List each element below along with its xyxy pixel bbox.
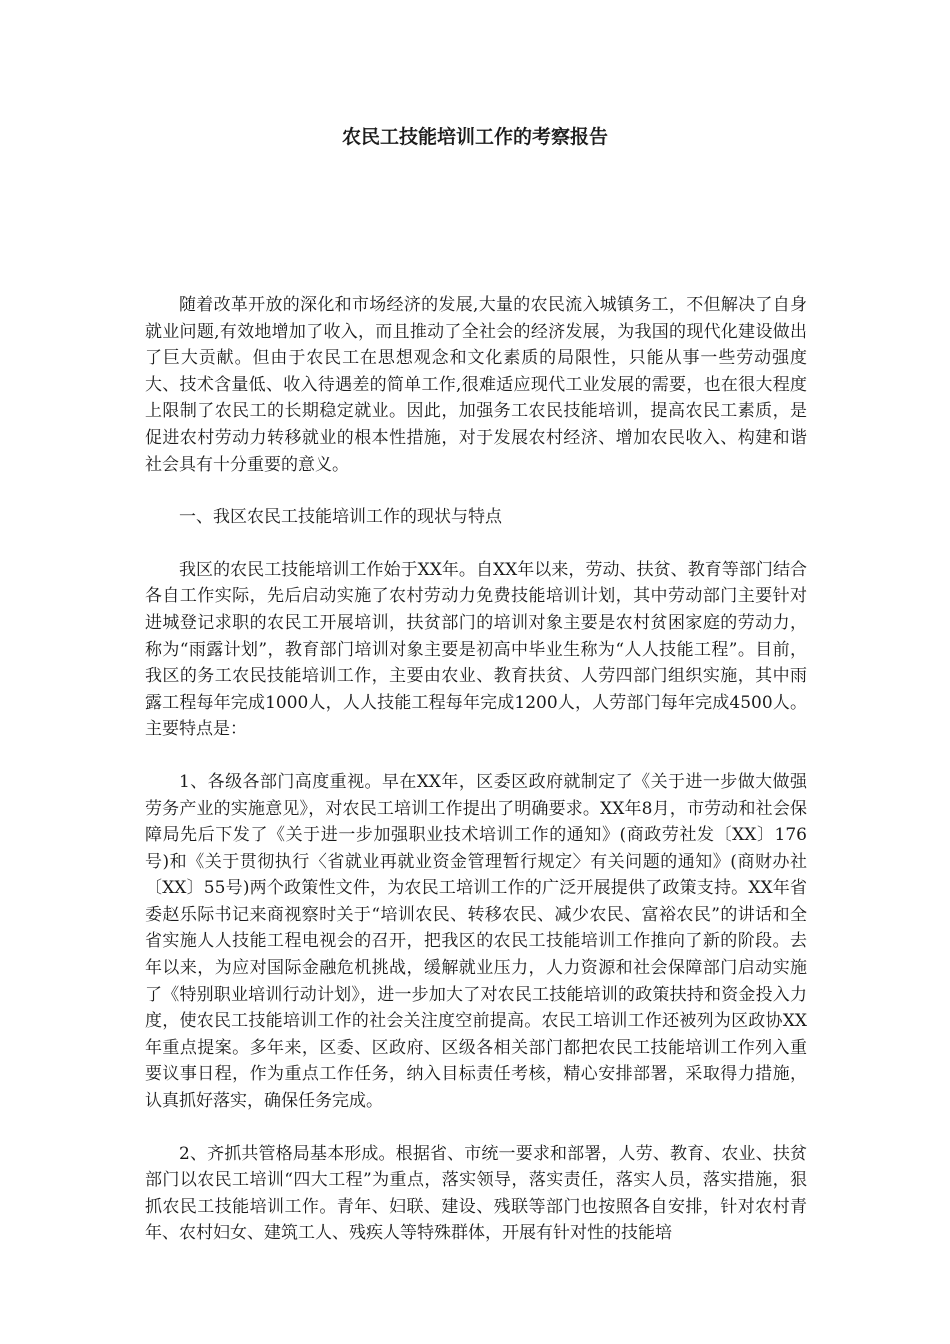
- intro-paragraph: 随着改革开放的深化和市场经济的发展,大量的农民流入城镇务工，不但解决了自身就业问题,有效地增加了收入，而且推动了全社会的经济发展，为我国的现代化建设做出了巨大贡献。但由于农民工在思想观念和文化素质的局限性，只能从事一些劳动强度大、技术含量低、收入待遇差的简单工作,很难适应现代工业发展的需要，也在很大程度上限制了农民工的长期稳定就业。因此，加强务工农民技能培训，提高农民工素质，是促进农村劳动力转移就业的根本性措施，对于发展农村经济、增加农民收入、构建和谐社会具有十分重要的意义。: [145, 295, 807, 475]
- document-title: 农民工技能培训工作的考察报告: [341, 126, 608, 148]
- point-2-paragraph: 2、齐抓共管格局基本形成。根据省、市统一要求和部署，人劳、教育、农业、扶贫部门以农民工培训“四大工程”为重点，落实领导，落实责任，落实人员，落实措施，狠抓农民工技能培训工作。青年、妇联、建设、残联等部门也按照各自安排，针对农村青年、农村妇女、建筑工人、残疾人等特殊群体，开展有针对性的技能培: [145, 1143, 807, 1244]
- section-heading: 一、我区农民工技能培训工作的现状与特点: [179, 507, 502, 528]
- status-paragraph: 我区的农民工技能培训工作始于XX年。自XX年以来，劳动、扶贫、教育等部门结合各自工作实际，先后启动实施了农村劳动力免费技能培训计划，其中劳动部门主要针对进城登记求职的农民工开展培训，扶贫部门的培训对象主要是农村贫困家庭的劳动力，称为“雨露计划”，教育部门培训对象主要是初高中毕业生称为“人人技能工程”。目前，我区的务工农民技能培训工作，主要由农业、教育扶贫、人劳四部门组织实施，其中雨露工程每年完成1000人，人人技能工程每年完成1200人，人劳部门每年完成4500人。主要特点是：: [145, 559, 807, 740]
- point-1-paragraph: 1、各级各部门高度重视。早在XX年，区委区政府就制定了《关于进一步做大做强劳务产业的实施意见》，对农民工培训工作提出了明确要求。XX年8月，市劳动和社会保障局先后下发了《关于进一步加强职业技术培训工作的通知》(商政劳社发〔XX〕176号)和《关于贯彻执行〈省就业再就业资金管理暂行规定〉有关问题的通知》(商财办社〔XX〕55号)两个政策性文件，为农民工培训工作的广泛开展提供了政策支持。XX年省委赵乐际书记来商视察时关于“培训农民、转移农民、减少农民、富裕农民”的讲话和全省实施人人技能工程电视会的召开，把我区的农民工技能培训工作推向了新的阶段。去年以来，为应对国际金融危机挑战，缓解就业压力，人力资源和社会保障部门启动实施了《特别职业培训行动计划》，进一步加大了对农民工技能培训的政策扶持和资金投入力度，使农民工技能培训工作的社会关注度空前提高。农民工培训工作还被列为区政协XX年重点提案。多年来，区委、区政府、区级各相关部门都把农民工技能培训工作列入重要议事日程，作为重点工作任务，纳入目标责任考核，精心安排部署，采取得力措施，认真抓好落实，确保任务完成。: [145, 771, 807, 1112]
- document-body: [145, 292, 807, 1273]
